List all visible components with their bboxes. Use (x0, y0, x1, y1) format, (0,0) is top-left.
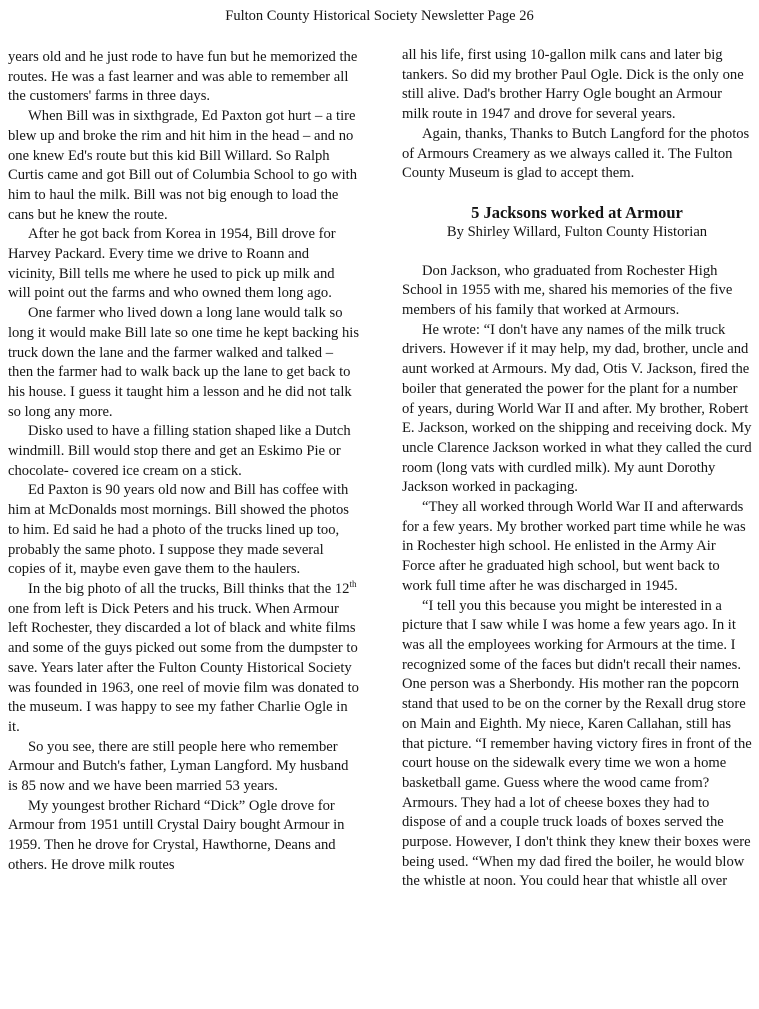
paragraph: all his life, first using 10-gallon milk cans and later big tankers. So did my brother Paul Ogle. Dick is the only one still alive. Dad's brother Harry Ogle bought an Armour milk route in 1947 and drove for several years. (402, 47, 744, 123)
paragraph: After he got back from Korea in 1954, Bill drove for Harvey Packard. Every time we drive to Roann and vicinity, Bill tells me where he used to pick up milk and will point out the farms and who owned them long ago. (8, 226, 336, 302)
text-fragment: In the big photo of all the trucks, Bill thinks that the 12 (28, 580, 350, 597)
paragraph: Again, thanks, Thanks to Butch Langford for the photos of Armours Creamery as we always called it. The Fulton County Museum is glad to accept them. (402, 125, 750, 182)
ordinal-suffix: th (349, 579, 357, 590)
right-column (402, 46, 752, 892)
paragraph: Disko used to have a filling station shaped like a Dutch windmill. Bill would stop there and get an Eskimo Pie or chocolate- covered ice cream on a stick. (8, 423, 351, 479)
paragraph: When Bill was in sixthgrade, Ed Paxton got hurt – a tire blew up and broke the rim and hit him in the head – and no one knew Ed's route but this kid Bill Willard. So Ralph Curtis came and got Bill out of Columbia School to go with him to haul the milk. Bill was not big enough to load the cans but he knew the route. (8, 108, 358, 223)
paragraph: One farmer who lived down a long lane would talk so long it would make Bill late so one time he kept backing his truck down the lane and the farmer walked and talked – then the farmer had to walk back up the lane to get back to his house. I guess it taught him a lesson and he did not talk so long any more. (8, 305, 359, 420)
article-byline: By Shirley Willard, Fulton County Historian (446, 223, 708, 240)
paragraph: My youngest brother Richard “Dick” Ogle drove for Armour from 1951 untill Crystal Dairy bought Armour in 1959. Then he drove for Crystal, Hawthorne, Deans and others. He drove milk routes (8, 797, 345, 873)
text-fragment: When Armour left Rochester, they discarded a lot of black and white films and some of the guys picked out some from the dumpster to save. Years later after the Fulton County Historical Society was founded in 1963, one reel of movie film was donated to the museum. I was happy to see my father Charlie Ogle in it. (8, 600, 359, 735)
paragraph: “I tell you this because you might be interested in a picture that I saw while I was home a few years ago. In it was all the employees working for Armours at the time. I recognized some of the faces but didn't recall their names. One person was a Sherbondy. His mother ran the popcorn stand that used to be on the corner by the Rexall drug store on Main and Eighth. My niece, Karen Callahan, still has that picture. “I remember having victory fires in front of the court house on the sidewalk every time we won a home basketball game. Guess where the wood came from? Armours. They had a lot of cheese boxes they had to dispose of and a couple truck loads of boxes served the purpose. However, I don't think they knew their boxes were being used. “When my dad fired the boiler, he would blow the whistle at noon. You could hear that whistle all over (402, 597, 752, 890)
paragraph: years old and he just rode to have fun but he memorized the routes. He was a fast learner and was able to remember all the customers' farms in three days. (8, 49, 358, 105)
paragraph: He wrote: “I don't have any names of the milk truck drivers. However if it may help, my dad, brother, uncle and aunt worked at Armours. My dad, Otis V. Jackson, fired the boiler that generated the power for the plant for a number of years, during World War II and after. My brother, Robert E. Jackson, worked on the shipping and receiving dock. My uncle Clarence Jackson worked in what they called the curd room (long vats with curdled milk). My aunt Dorothy Jackson worked in packaging. (402, 321, 752, 496)
left-column (8, 48, 360, 876)
text-fragment: one from left is Dick Peters and his truck. (8, 600, 252, 617)
article-title: 5 Jacksons worked at Armour (471, 202, 683, 222)
paragraph: Don Jackson, who graduated from Rochester High School in 1955 with me, shared his memories of the five members of his family that worked at Armours. (402, 262, 733, 319)
page-header: Fulton County Historical Society Newsletter Page 26 (225, 8, 534, 24)
paragraph: So you see, there are still people here who remember Armour and Butch's father, Lyman Langford. My husband is 85 now and we have been married 53 years. (8, 738, 349, 795)
paragraph: Ed Paxton is 90 years old now and Bill has coffee with him at McDonalds most mornings. Bill showed the photos to him. Ed said he had a photo of the trucks lined up too, probably the same photo. I suppose they made several copies of it, maybe even gave them to the haulers. (8, 482, 349, 578)
paragraph: “They all worked through World War II and afterwards for a few years. My brother worked part time while he was in Rochester high school. He enlisted in the Army Air Force after he graduated high school, but went back to work full time after he was discharged in 1945. (402, 499, 746, 594)
paragraph-trucks (8, 580, 360, 738)
